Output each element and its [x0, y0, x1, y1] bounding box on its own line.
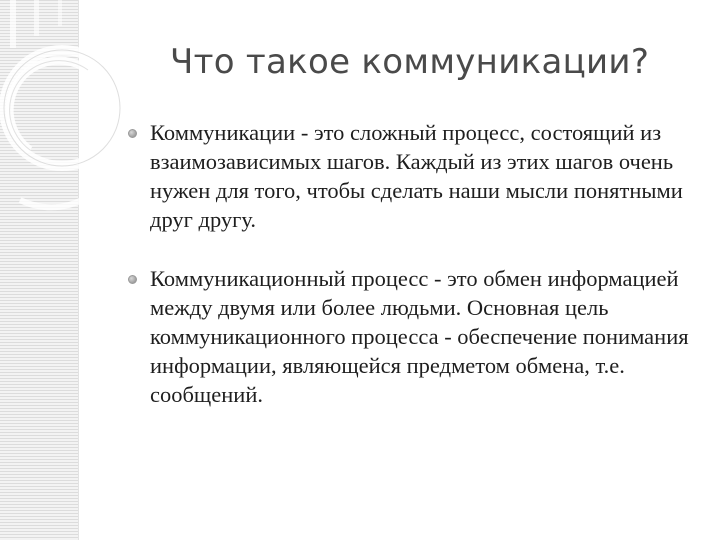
bullet-icon [128, 129, 137, 138]
slide-title: Что такое коммуникации? [170, 42, 650, 82]
bullet-text: Коммуникационный процесс - это обмен информацией между двумя или более людьми. Основная цель коммуникационного процесса - обеспечение понимания информации, являющейся предметом обмена, т.е. сообщений. [150, 266, 689, 407]
bullet-item [128, 264, 698, 409]
bullet-list [128, 118, 698, 439]
decorative-circles-graphic [0, 0, 140, 260]
bullet-icon [128, 275, 137, 284]
bullet-text: Коммуникации - это сложный процесс, состоящий из взаимозависимых шагов. Каждый из этих шагов очень нужен для того, чтобы сделать наши мысли понятными друг другу. [150, 120, 683, 232]
bullet-item [128, 118, 698, 234]
